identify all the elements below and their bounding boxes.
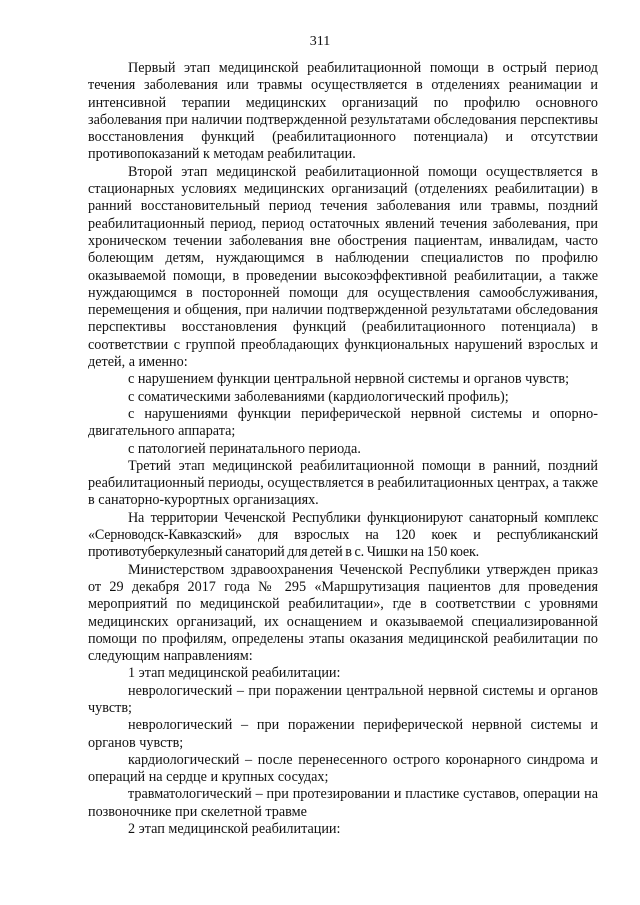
stage-1-item-cardio: кардиологический – после перенесенного острого коронарного синдрома и операций на сердце и крупных сосудах;: [88, 751, 598, 786]
list-item-somatic: с соматическими заболеваниями (кардиологический профиль);: [128, 388, 509, 405]
paragraph-ministry-order: Министерством здравоохранения Чеченской Республики утвержден приказ от 29 декабря 2017 года № 295 «Маршрутизация пациентов для проведения мероприятий по медицинской реабилитации», где в соответствии с уровнями медицинских организаций, их оснащением и оказываемой специализированной помощи по профилям, определены этапы оказания медицинской реабилитации по следующим направлениям:: [88, 561, 598, 665]
page-number: 311: [309, 34, 331, 49]
list-item-cns: с нарушением функции центральной нервной системы и органов чувств;: [128, 371, 570, 388]
stage-1-item-trauma: травматологический – при протезировании и пластике суставов, операции на позвоночнике при скелетной травме: [88, 786, 598, 820]
paragraph-stage-2: Второй этап медицинской реабилитационной помощи осуществляется в стационарных условиях медицинских организаций (отделениях реабилитации) в ранний восстановительный период течения заболевания или травмы, поздний реабилитационный период, период остаточных явлений течения заболевания, при хроническом течении заболевания вне обострения пациентам, инвалидам, часто болеющим детям, нуждающимся в наблюдении специалистов по профилю оказываемой помощи, в проведении высокоэффективной реабилитации, а также нуждающимся в посторонней помощи для осуществления самообслуживания, перемещения и общения, при наличии подтвержденной результатами обследования перспективы восстановления функций (реабилитационного потенциала) в соответствии с группой преобладающих функциональных нарушений взрослых и детей, а именно:: [88, 163, 598, 371]
stage-2-heading: 2 этап медицинской реабилитации:: [128, 821, 341, 838]
list-item-perinatal: с патологией перинатального периода.: [128, 440, 361, 457]
stage-1-item-neuro-peripheral: неврологический – при поражении периферической нервной системы и органов чувств;: [88, 717, 598, 751]
list-item-peripheral: с нарушениями функции периферической нервной системы и опорно-двигательного аппарата;: [88, 405, 598, 440]
paragraph-stage-3: Третий этап медицинской реабилитационной помощи в ранний, поздний реабилитационный периоды, осуществляется в реабилитационных центрах, а также в санаторно-курортных организациях.: [88, 457, 598, 509]
stage-1-item-neuro-central: неврологический – при поражении центральной нервной системы и органов чувств;: [88, 682, 598, 716]
stage-1-heading: 1 этап медицинской реабилитации:: [128, 665, 341, 682]
document-body: [88, 60, 598, 838]
paragraph-stage-1: Первый этап медицинской реабилитационной помощи в острый период течения заболевания или травмы осуществляется в отделениях реанимации и интенсивной терапии медицинских организаций по профилю основного заболевания при наличии подтвержденной результатами обследования перспективы восстановления функций (реабилитационного потенциала) и отсутствии противопоказаний к методам реабилитации.: [88, 60, 598, 163]
paragraph-sanatoriums: На территории Чеченской Республики функционируют санаторный комплекс «Серноводск-Кавказский» для взрослых на 120 коек и республиканский противотуберкулезный санаторий для детей в с. Чишки на 150 коек.: [88, 509, 598, 561]
